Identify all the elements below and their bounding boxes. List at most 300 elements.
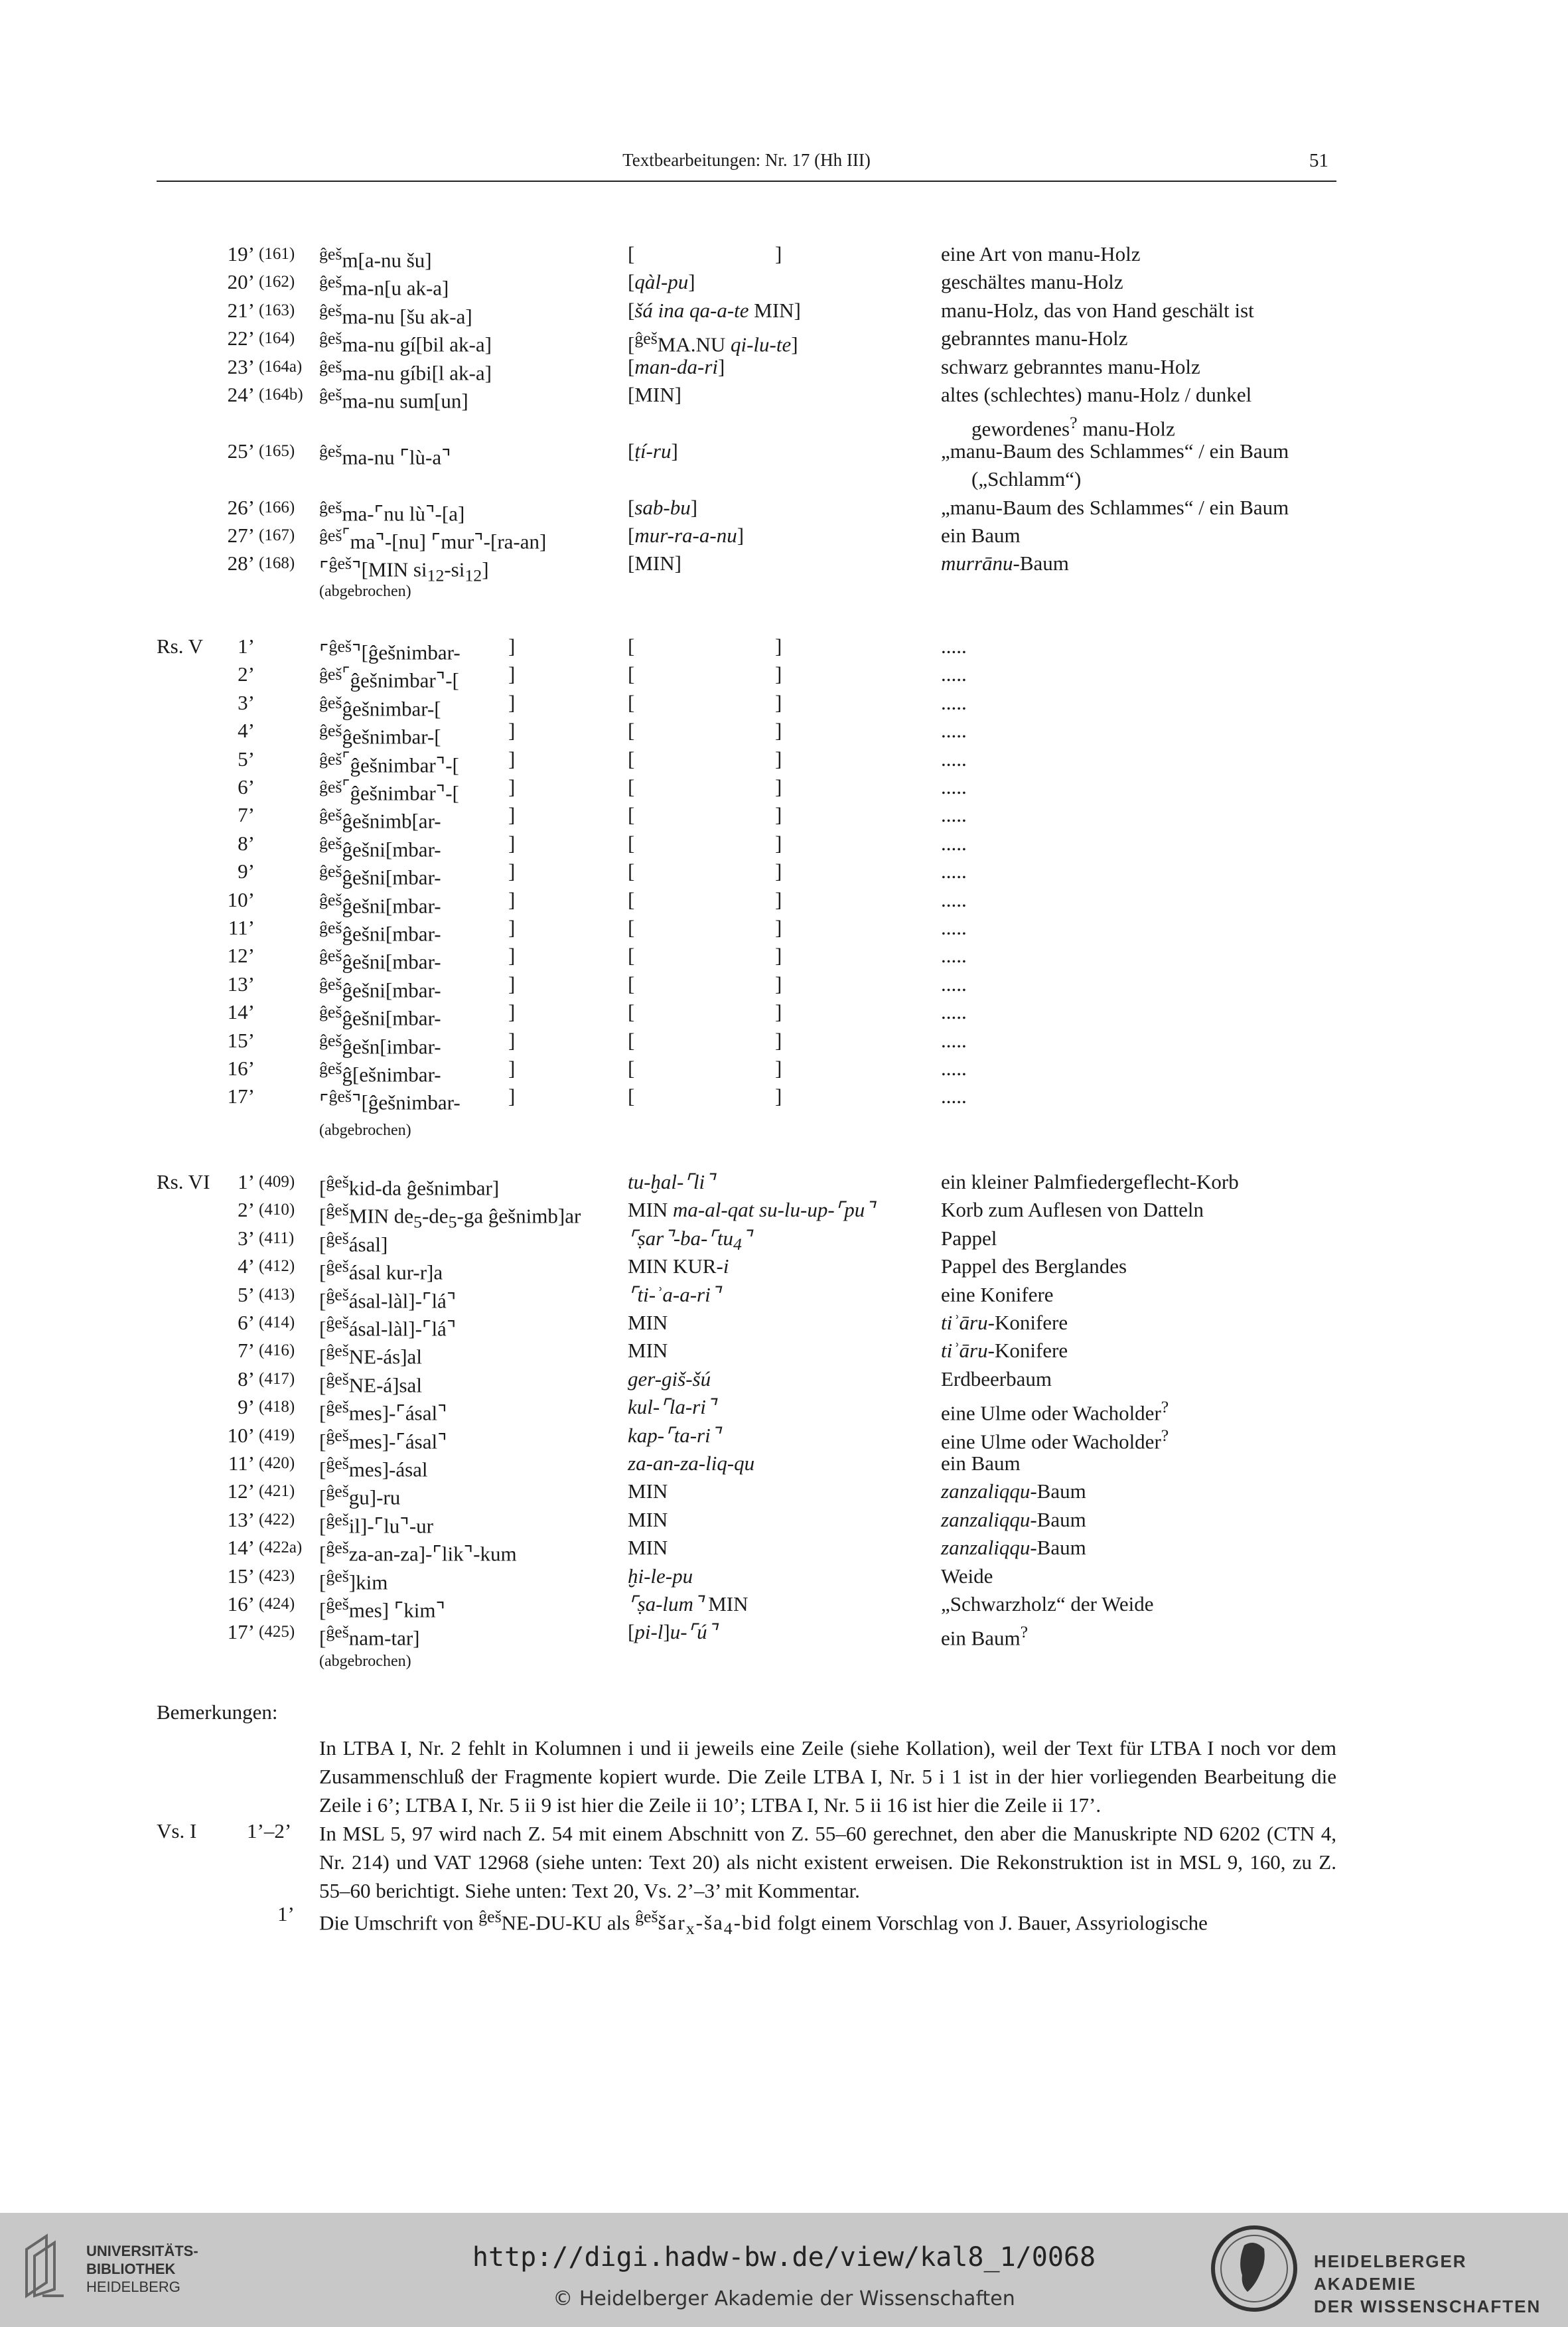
table-row [0, 942, 1568, 974]
akkadian-bracket-open: [ [628, 719, 635, 743]
table-row [0, 494, 1568, 525]
akkadian-bracket-open: [ [628, 690, 635, 714]
canonical-line-number: (412) [259, 1257, 295, 1276]
line-number: 5’ [238, 747, 255, 771]
table-row [0, 240, 1568, 272]
sumerian-entry: [$^{ĝeš}$NE-á]sal [319, 1369, 422, 1397]
table-row [0, 268, 1568, 300]
german-translation: tiʾāru-Konifere [941, 1339, 1068, 1363]
line-number: 7’ [238, 803, 255, 827]
sumerian-entry: $^{ĝeš}$ma-n[u ak-a] [319, 272, 449, 300]
german-translation: ein Baum [941, 1452, 1021, 1475]
sumerian-entry: ⌜$^{ĝeš}$⌝[ĝešnimbar- [319, 637, 461, 664]
sumerian-entry: $^{ĝeš}$ma-nu sum[un] [319, 385, 468, 413]
sumerian-bracket: ] [508, 1085, 516, 1108]
table-row [0, 830, 1568, 862]
akkadian-bracket-open: [ [628, 1085, 635, 1108]
german-translation: ..... [941, 635, 967, 658]
canonical-line-number: (414) [259, 1314, 295, 1331]
sumerian-entry: [$^{ĝeš}$nam-tar] [319, 1622, 420, 1650]
section-label: Rs. V [157, 635, 204, 658]
line-number: 2’ [238, 662, 255, 686]
line-number: 27’ [227, 524, 255, 547]
sumerian-entry: [$^{ĝeš}$il]-⌜lu⌝-ur [319, 1509, 433, 1538]
table-row [0, 1562, 1568, 1594]
sumerian-entry: $^{ĝeš}$ĝešni[mbar- [319, 946, 441, 974]
german-translation: ..... [941, 662, 967, 686]
german-translation: murrānu-Baum [941, 552, 1069, 575]
sumerian-entry: $^{ĝeš}$ma-nu ⌜lù-a⌝ [319, 441, 451, 469]
canonical-line-number: (416) [259, 1341, 295, 1360]
source-url-link[interactable]: http://digi.hadw-bw.de/view/kal8_1/0068 [472, 2242, 1096, 2273]
akkadian-bracket: ] [775, 690, 782, 714]
german-translation: ..... [941, 916, 967, 939]
line-number: 13’ [227, 1507, 255, 1531]
german-translation: Pappel des Berglandes [941, 1254, 1127, 1278]
table-row [0, 465, 1568, 493]
akkadian-bracket-open: [ [628, 860, 635, 883]
akkadian-entry: ger-giš-šú [628, 1367, 711, 1390]
sumerian-entry: $^{ĝeš}$ĝešni[mbar- [319, 974, 441, 1002]
table-row [0, 381, 1568, 413]
canonical-line-number: (165) [259, 441, 295, 460]
canonical-line-number: (418) [259, 1398, 295, 1416]
akkadian-bracket: ] [775, 860, 782, 883]
table-row [0, 325, 1568, 356]
line-number: 1’ [238, 1170, 255, 1193]
sumerian-bracket: ] [508, 860, 516, 883]
akkadian-entry: [qàl-pu] [628, 270, 695, 294]
sumerian-entry: $^{ĝeš⌜}$ĝešnimbar⌝-[ [319, 664, 459, 692]
table-row [0, 1422, 1568, 1453]
german-translation: ..... [941, 1085, 967, 1108]
canonical-line-number: (162) [259, 273, 295, 291]
table-row [0, 1365, 1568, 1397]
akkadian-entry: MIN [628, 1536, 668, 1560]
akkadian-bracket: ] [775, 972, 782, 996]
table-row [0, 1506, 1568, 1538]
canonical-line-number: (424) [259, 1595, 295, 1613]
table-row [0, 437, 1568, 469]
canonical-line-number: (164a) [259, 357, 303, 376]
sumerian-bracket: ] [508, 1057, 516, 1080]
akkadian-entry: kul-⌜la-ri⌝ [628, 1395, 716, 1419]
line-number: 10’ [227, 887, 255, 911]
line-number: 26’ [227, 495, 255, 519]
remark-2-lines: 1’–2’ [247, 1819, 292, 1842]
canonical-line-number: (417) [259, 1369, 295, 1388]
akkadian-bracket-open: [ [628, 944, 635, 968]
remark-paragraph-2: In MSL 5, 97 wird nach Z. 54 mit einem Abschnitt von Z. 55–60 gerechnet, den aber die Manuskripte ND 6202 (CTN 4, Nr. 214) und VAT 12968 (siehe unten: Text 20) als nicht existent erweisen. Die Rekonstruktion ist in MSL 9, 160, zu Z. 55–60 berichtigt. Siehe unten: Text 20, Vs. 2’–3’ mit Kommentar. [319, 1822, 1336, 1902]
line-number: 8’ [238, 831, 255, 855]
broken-off-note: (abgebrochen) [319, 583, 411, 600]
sumerian-entry: $^{ĝeš}$ĝešni[mbar- [319, 833, 441, 862]
line-number: 6’ [238, 1311, 255, 1334]
akkadian-bracket-open: [ [628, 1057, 635, 1080]
table-row [0, 886, 1568, 917]
canonical-line-number: (419) [259, 1426, 295, 1444]
line-number: 2’ [238, 1198, 255, 1222]
sumerian-entry: $^{ĝeš}$ma-nu [šu ak-a] [319, 300, 472, 329]
german-translation: „manu-Baum des Schlammes“ / ein Baum [941, 495, 1289, 519]
akkadian-bracket: ] [775, 1085, 782, 1108]
german-translation: manu-Holz, das von Hand geschält ist [941, 298, 1254, 322]
sumerian-entry: [$^{ĝeš}$mes]-⌜ásal⌝ [319, 1425, 447, 1453]
table-row [0, 550, 1568, 585]
sumerian-entry: [$^{ĝeš}$ásal-làl]-⌜lá⌝ [319, 1284, 457, 1312]
akkadian-bracket-open: [ [628, 831, 635, 855]
section-label: Rs. VI [157, 1170, 210, 1193]
table-row [0, 1225, 1568, 1256]
akkadian-entry: [sab-bu] [628, 495, 698, 519]
line-number: 7’ [238, 1339, 255, 1363]
table-row [0, 1252, 1568, 1284]
sumerian-entry: $^{ĝeš}$ĝešni[mbar- [319, 1002, 441, 1030]
sumerian-entry: $^{ĝeš}$ĝešni[mbar- [319, 889, 441, 917]
canonical-line-number: (420) [259, 1454, 295, 1472]
sumerian-entry: [$^{ĝeš}$ásal-làl]-⌜lá⌝ [319, 1313, 457, 1341]
akkadian-entry: [MIN] [628, 383, 681, 406]
sumerian-entry: $^{ĝeš}$ma-⌜nu lù⌝-[a] [319, 497, 465, 525]
sumerian-bracket: ] [508, 831, 516, 855]
remark-3-lines: 1’ [277, 1902, 295, 1925]
akkadian-bracket: ] [775, 747, 782, 771]
table-row [0, 1027, 1568, 1058]
german-translation: ..... [941, 690, 967, 714]
sumerian-bracket: ] [508, 635, 516, 658]
table-row [0, 1083, 1568, 1114]
sumerian-entry: [$^{ĝeš}$]kim [319, 1566, 388, 1594]
german-translation: ..... [941, 803, 967, 827]
akkadian-bracket: ] [775, 916, 782, 939]
akkadian-entry: MIN [628, 1479, 668, 1503]
canonical-line-number: (167) [259, 526, 295, 544]
sumerian-bracket: ] [508, 1000, 516, 1024]
table-row [0, 689, 1568, 721]
table-row [0, 745, 1568, 777]
german-translation: ein Baum [941, 524, 1021, 547]
sumerian-bracket: ] [508, 1028, 516, 1052]
german-translation: Weide [941, 1564, 993, 1588]
akkadian-entry: [ [628, 242, 635, 265]
canonical-line-number: (168) [259, 554, 295, 573]
sumerian-entry: [$^{ĝeš}$NE-ás]al [319, 1341, 422, 1369]
sumerian-bracket: ] [508, 662, 516, 686]
sumerian-entry: $^{ĝeš}$ĝešnimb[ar- [319, 805, 441, 833]
akkadian-bracket: ] [775, 719, 782, 743]
line-number: 12’ [227, 944, 255, 968]
akkadian-entry: MIN [628, 1339, 668, 1363]
akkadian-entry: MIN [628, 1311, 668, 1334]
table-row [0, 998, 1568, 1030]
german-translation: tiʾāru-Konifere [941, 1311, 1068, 1334]
german-translation: ..... [941, 972, 967, 996]
akkadian-bracket-open: [ [628, 747, 635, 771]
table-row [0, 409, 1568, 441]
akkadian-bracket: ] [775, 803, 782, 827]
sumerian-bracket: ] [508, 719, 516, 743]
table-row [0, 577, 1568, 605]
sumerian-entry: [$^{ĝeš}$MIN $de_5-de_5-ga$ ĝešnimb]ar [319, 1200, 581, 1232]
table-row [0, 858, 1568, 889]
canonical-line-number: (423) [259, 1566, 295, 1585]
german-translation: „Schwarzholz“ der Weide [941, 1592, 1154, 1615]
line-number: 1’ [238, 635, 255, 658]
canonical-line-number: (164) [259, 329, 295, 348]
akkadian-bracket-open: [ [628, 662, 635, 686]
german-translation: ein Baum? [941, 1622, 1029, 1650]
footer-bar [0, 2213, 1568, 2327]
running-title: Textbearbeitungen: Nr. 17 (Hh III) [622, 150, 871, 170]
sumerian-bracket: ] [508, 972, 516, 996]
sumerian-entry: ⌜$^{ĝeš}$⌝[MIN $si_{12}-si_{12}$] [319, 554, 489, 585]
akkadian-bracket-open: [ [628, 775, 635, 798]
sumerian-entry: [$^{ĝeš}$mes] ⌜kim⌝ [319, 1594, 446, 1622]
german-translation: ..... [941, 1057, 967, 1080]
sumerian-entry: $^{ĝeš}$ĝešni[mbar- [319, 918, 441, 946]
canonical-line-number: (411) [259, 1229, 295, 1247]
line-number: 11’ [228, 916, 255, 939]
sumerian-bracket: ] [508, 944, 516, 968]
sumerian-bracket: ] [508, 747, 516, 771]
german-translation: zanzaliqqu-Baum [941, 1507, 1086, 1531]
copyright-notice: © Heidelberger Akademie der Wissenschaften [553, 2287, 1015, 2310]
line-number: 10’ [227, 1423, 255, 1447]
akkadian-bracket-open: [ [628, 1028, 635, 1052]
line-number: 3’ [238, 690, 255, 714]
table-row [0, 801, 1568, 833]
sumerian-entry: $^{ĝeš}$ĝešnimbar-[ [319, 721, 441, 749]
akkadian-entry: $⌜ṣar⌝-ba-⌜tu_4⌝$ [628, 1226, 752, 1254]
akkadian-entry: [$^{ĝeš}$MA.NU qi-lu-te] [628, 329, 798, 356]
sumerian-bracket: ] [508, 803, 516, 827]
line-number: 14’ [227, 1000, 255, 1024]
akkadian-entry: tu-ḫal-⌜li⌝ [628, 1170, 715, 1193]
sumerian-entry: [$^{ĝeš}$ásal kur-r]a [319, 1256, 443, 1284]
akkadian-bracket-open: [ [628, 635, 635, 658]
broken-off-note: (abgebrochen) [319, 1653, 411, 1670]
table-row [0, 914, 1568, 946]
akkadian-bracket-open: [ [628, 1000, 635, 1024]
german-translation: ..... [941, 887, 967, 911]
akkadian-bracket: ] [775, 1057, 782, 1080]
table-row [0, 970, 1568, 1002]
german-translation: geschältes manu-Holz [941, 270, 1123, 294]
line-number: 22’ [227, 327, 255, 350]
table-row [0, 773, 1568, 805]
german-translation: eine Ulme oder Wacholder? [941, 1397, 1169, 1425]
sumerian-entry: $^{ĝeš⌜}$ĝešnimbar⌝-[ [319, 777, 459, 805]
german-translation: Korb zum Auflesen von Datteln [941, 1198, 1204, 1222]
line-number: 16’ [227, 1057, 255, 1080]
canonical-line-number: (421) [259, 1482, 295, 1501]
table-row [0, 660, 1568, 692]
line-number: 24’ [227, 383, 255, 406]
german-translation: schwarz gebranntes manu-Holz [941, 354, 1200, 378]
akkadian-bracket: ] [775, 242, 782, 265]
line-number: 23’ [227, 354, 255, 378]
table-row [0, 1116, 1568, 1144]
sumerian-entry: [$^{ĝeš}$mes]-⌜ásal⌝ [319, 1397, 447, 1425]
german-translation: ..... [941, 831, 967, 855]
akkadian-bracket: ] [775, 887, 782, 911]
table-row [0, 1281, 1568, 1312]
akkadian-entry: kap-⌜ta-ri⌝ [628, 1423, 721, 1447]
table-row [0, 1647, 1568, 1675]
akkadian-bracket-open: [ [628, 803, 635, 827]
sumerian-entry: [$^{ĝeš}$gu]-ru [319, 1481, 401, 1509]
table-row [0, 1618, 1568, 1650]
akkadian-bracket: ] [775, 1000, 782, 1024]
german-translation: ..... [941, 944, 967, 968]
akkadian-bracket: ] [775, 775, 782, 798]
german-translation: „manu-Baum des Schlammes“ / ein Baum [941, 439, 1289, 463]
table-row [0, 1309, 1568, 1341]
sumerian-entry: $^{ĝeš}$ma-nu gí[bil ak-a] [319, 329, 492, 356]
sumerian-entry: $^{ĝeš}$ĝešni[mbar- [319, 862, 441, 889]
canonical-line-number: (161) [259, 245, 295, 263]
line-number: 16’ [227, 1592, 255, 1615]
canonical-line-number: (410) [259, 1201, 295, 1219]
line-number: 9’ [238, 1395, 255, 1419]
sumerian-entry: $^{ĝeš}$ma-nu gíbi[l ak-a] [319, 356, 492, 384]
akkadian-entry: MIN ma-al-qat su-lu-up-⌜pu⌝ [628, 1198, 875, 1222]
line-number: 19’ [227, 242, 255, 265]
table-row [0, 1450, 1568, 1481]
table-row [0, 1055, 1568, 1087]
table-row [0, 1393, 1568, 1425]
canonical-line-number: (422a) [259, 1539, 303, 1557]
german-translation: eine Konifere [941, 1282, 1054, 1306]
line-number: 28’ [227, 552, 255, 575]
remark-paragraph-3: Die Umschrift von $^{ĝeš}$NE-DU-KU als $^{ĝeš}šar_x-ša_4$-bid folgt einem Vorschlag von J. Bauer, Assyriologische [319, 1907, 1208, 1939]
german-translation: ein kleiner Palmfiedergeflecht-Korb [941, 1170, 1239, 1193]
akkadian-entry: [pi-l]u-⌜ú⌝ [628, 1620, 717, 1644]
canonical-line-number: (166) [259, 498, 295, 516]
sumerian-entry: $^{ĝeš}$m[a-nu šu] [319, 244, 432, 272]
remarks-heading: Bemerkungen: [157, 1700, 278, 1724]
table-row [0, 1168, 1568, 1200]
german-translation: Pappel [941, 1226, 997, 1250]
akkadian-bracket-open: [ [628, 916, 635, 939]
akkadian-bracket: ] [775, 662, 782, 686]
german-translation: ..... [941, 719, 967, 743]
library-name: UNIVERSITÄTS- BIBLIOTHEK HEIDELBERG [86, 2243, 198, 2295]
sumerian-entry: [$^{ĝeš}$za-an-za]-⌜lik⌝-kum [319, 1538, 517, 1566]
sumerian-entry: ⌜$^{ĝeš}$⌝[ĝešnimbar- [319, 1087, 461, 1114]
german-translation: zanzaliqqu-Baum [941, 1536, 1086, 1560]
table-row [0, 1590, 1568, 1622]
german-translation-continued: gewordenes? manu-Holz [971, 413, 1175, 441]
page-number: 51 [1309, 150, 1328, 171]
akkadian-bracket: ] [775, 831, 782, 855]
table-row [0, 1337, 1568, 1369]
canonical-line-number: (163) [259, 301, 295, 319]
akkadian-entry: ḫi-le-pu [628, 1564, 693, 1588]
akkadian-entry: [MIN] [628, 552, 681, 575]
line-number: 20’ [227, 270, 255, 294]
table-row [0, 522, 1568, 554]
line-number: 14’ [227, 1536, 255, 1560]
akkadian-entry: za-an-za-liq-qu [628, 1452, 755, 1475]
line-number: 9’ [238, 860, 255, 883]
line-number: 11’ [228, 1452, 255, 1475]
german-translation: ..... [941, 747, 967, 771]
canonical-line-number: (413) [259, 1285, 295, 1304]
line-number: 5’ [238, 1282, 255, 1306]
akkadian-entry: [mur-ra-a-nu] [628, 524, 745, 547]
table-row [0, 353, 1568, 384]
akkadian-entry: ⌜ti-ʾa-a-ri⌝ [628, 1282, 721, 1306]
german-translation: ..... [941, 775, 967, 798]
academy-seal-icon [1208, 2222, 1301, 2315]
sumerian-entry: $^{ĝeš}$ĝešn[imbar- [319, 1030, 441, 1058]
sumerian-entry: [$^{ĝeš}$kid-da ĝešnimbar] [319, 1172, 500, 1200]
akkadian-entry: [ṭí-ru] [628, 439, 678, 463]
sumerian-entry: $^{ĝeš}$ĝešnimbar-[ [319, 692, 441, 721]
line-number: 17’ [227, 1085, 255, 1108]
german-translation: altes (schlechtes) manu-Holz / dunkel [941, 383, 1252, 406]
academy-name: HEIDELBERGER AKADEMIE DER WISSENSCHAFTEN [1314, 2251, 1541, 2316]
akkadian-bracket: ] [775, 944, 782, 968]
sumerian-bracket: ] [508, 887, 516, 911]
line-number: 21’ [227, 298, 255, 322]
akkadian-bracket: ] [775, 1028, 782, 1052]
table-row [0, 717, 1568, 749]
line-number: 3’ [238, 1226, 255, 1250]
table-row [0, 297, 1568, 329]
line-number: 17’ [227, 1620, 255, 1644]
akkadian-bracket: ] [775, 635, 782, 658]
german-translation: ..... [941, 860, 967, 883]
running-header [157, 150, 1336, 182]
canonical-line-number: (409) [259, 1173, 295, 1191]
sumerian-entry: $^{ĝeš}$ĝ[ešnimbar- [319, 1059, 441, 1087]
akkadian-entry: MIN [628, 1507, 668, 1531]
line-number: 13’ [227, 972, 255, 996]
line-number: 4’ [238, 719, 255, 743]
table-row [0, 1477, 1568, 1509]
line-number: 8’ [238, 1367, 255, 1390]
sumerian-entry: [$^{ĝeš}$mes]-ásal [319, 1454, 428, 1481]
remark-paragraph-1: In LTBA I, Nr. 2 fehlt in Kolumnen i und ii jeweils eine Zeile (siehe Kollation), weil der Text für LTBA I noch vor dem Zusammenschluß der Fragmente kopiert wurde. Die Zeile LTBA I, Nr. 5 i 1 ist in der hier vorliegenden Bearbeitung die Zeile i 6’; LTBA I, Nr. 5 ii 9 ist hier die Zeile ii 10’; LTBA I, Nr. 5 ii 16 ist hier die Zeile ii 17’. [319, 1736, 1336, 1817]
german-translation: eine Ulme oder Wacholder? [941, 1425, 1169, 1453]
german-translation: Erdbeerbaum [941, 1367, 1052, 1390]
table-row [0, 1196, 1568, 1232]
akkadian-entry: [šá ina qa-a-te MIN] [628, 298, 801, 322]
akkadian-entry: ⌜ṣa-lum⌝ MIN [628, 1592, 748, 1615]
akkadian-entry: MIN KUR-i [628, 1254, 729, 1278]
german-translation-continued: („Schlamm“) [971, 467, 1082, 491]
line-number: 12’ [227, 1479, 255, 1503]
german-translation: eine Art von manu-Holz [941, 242, 1141, 265]
akkadian-bracket-open: [ [628, 972, 635, 996]
line-number: 15’ [227, 1564, 255, 1588]
remark-2-section: Vs. I [157, 1819, 197, 1842]
sumerian-entry: [$^{ĝeš}$ásal] [319, 1228, 388, 1256]
line-number: 25’ [227, 439, 255, 463]
german-translation: zanzaliqqu-Baum [941, 1479, 1086, 1503]
line-number: 6’ [238, 775, 255, 798]
sumerian-entry: $^{ĝeš⌜}$ma⌝-[nu] ⌜mur⌝-[ra-an] [319, 526, 547, 554]
sumerian-entry: $^{ĝeš⌜}$ĝešnimbar⌝-[ [319, 749, 459, 777]
german-translation: gebranntes manu-Holz [941, 327, 1128, 350]
canonical-line-number: (425) [259, 1623, 295, 1641]
akkadian-bracket-open: [ [628, 887, 635, 911]
german-translation: ..... [941, 1028, 967, 1052]
table-row [0, 1534, 1568, 1566]
akkadian-entry: [man-da-ri] [628, 354, 725, 378]
